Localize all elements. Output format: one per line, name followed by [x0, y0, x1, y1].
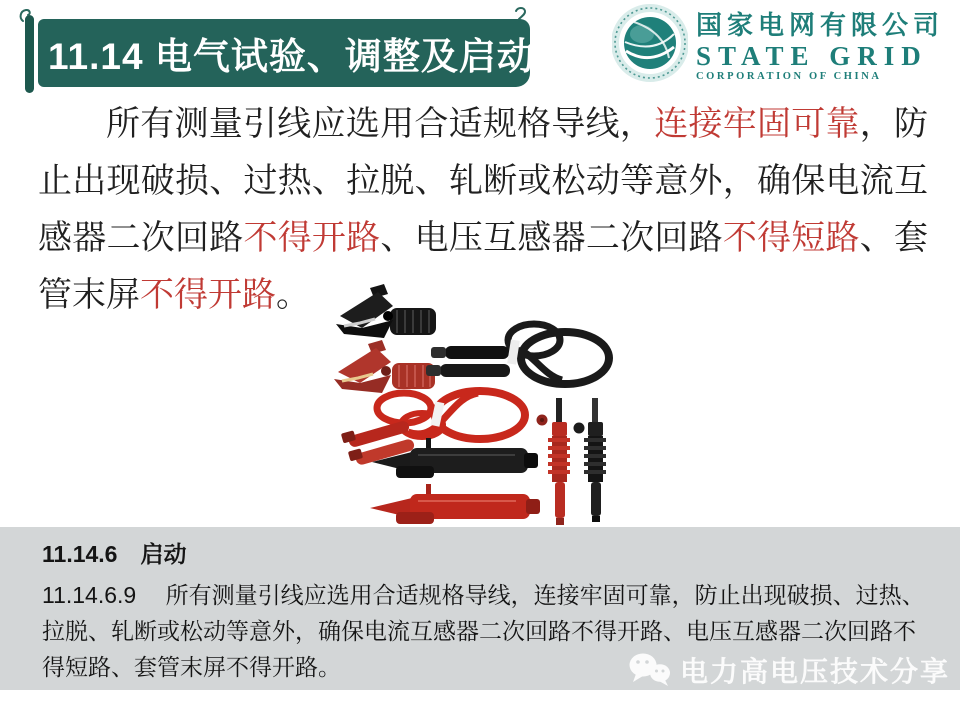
red-banana-probe [548, 398, 570, 525]
black-banana-probe [584, 398, 606, 522]
logo-sub-text: CORPORATION OF CHINA [695, 70, 882, 82]
curl-decoration-left-icon [18, 6, 36, 24]
title-accent-bar [25, 15, 34, 93]
black-cap [574, 423, 585, 434]
body-segment: 、电压互感器二次回路 [380, 219, 723, 257]
state-grid-logo [612, 4, 944, 82]
red-alligator-clip [334, 340, 435, 393]
red-piercing-probe [370, 484, 540, 524]
body-segment: ，防止出现破损、过热、拉脱、轧断或松动等意外，确保电流互感器二次回路 [38, 105, 929, 257]
body-segment-highlight: 不得开路 [140, 276, 276, 314]
body-segment-highlight: 连接牢固可靠 [654, 105, 860, 143]
slide-title-bar [38, 19, 535, 87]
state-grid-logo-text [696, 5, 944, 82]
state-grid-globe-icon [612, 4, 688, 82]
watermark-text: 电力高电压技术分享 [679, 656, 950, 687]
test-leads-photo [300, 280, 700, 530]
body-segment: 。 [276, 276, 310, 314]
logo-en-text: STATE GRID [695, 40, 928, 71]
body-segment-highlight: 不得短路 [722, 219, 860, 257]
footer-body: 11.14.6.9 所有测量引线应选用合适规格导线，连接牢固可靠，防止出现破损、过热、拉脱、轧断或松动等意外，确保电流互感器二次回路不得开路、电压互感器二次回路不得短路、套管末屏不得开路。 [42, 582, 925, 680]
footer-heading: 11.14.6 启动 [42, 541, 187, 567]
slide-title: 11.14 电气试验、调整及启动 [48, 36, 535, 77]
curl-decoration-right-icon [512, 5, 530, 23]
body-segment-highlight: 不得开路 [243, 219, 381, 257]
black-alligator-clip [336, 284, 436, 338]
body-segment: 所有测量引线应选用合适规格导线， [106, 105, 655, 143]
logo-cn-text: 国家电网有限公司 [695, 9, 944, 40]
wechat-icon [628, 652, 672, 688]
black-test-cable [426, 324, 609, 384]
watermark [628, 650, 950, 690]
body-segment: 、套管末屏 [38, 219, 929, 314]
